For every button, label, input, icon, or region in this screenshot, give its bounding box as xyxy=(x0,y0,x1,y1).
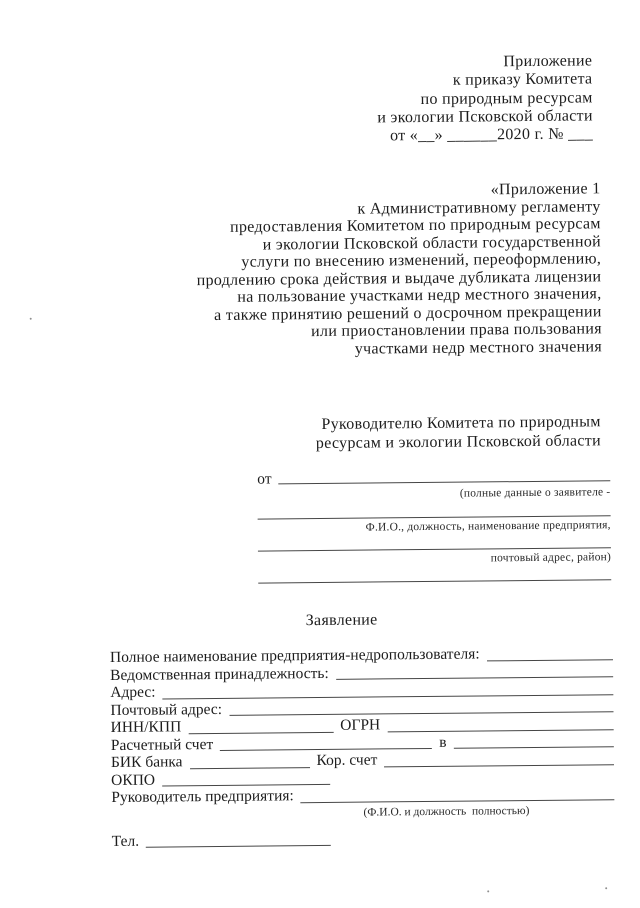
order-appendix-line: и экологии Псковской области xyxy=(377,107,593,127)
order-appendix-line: к приказу Комитета xyxy=(452,70,593,90)
applicant-caption: почтовый адрес, район) xyxy=(490,551,612,565)
full-name-label: Полное наименование предприятия-недропользователя: xyxy=(109,645,480,667)
regulation-line: а также принятию решений о досрочном прекращении xyxy=(213,302,602,324)
addressee-heading xyxy=(316,412,601,453)
form-row-tel xyxy=(112,828,615,850)
applicant-caption: Ф.И.О., должность, наименование предприятия, xyxy=(365,519,611,534)
bik-blank-line xyxy=(190,767,310,769)
applicant-caption: (полные данные о заявителе - xyxy=(459,486,611,500)
form-row-head xyxy=(111,784,614,806)
address-label: Адрес: xyxy=(110,683,156,702)
corr-account-label: Кор. счет xyxy=(316,751,378,770)
applicant-blank-line xyxy=(258,579,611,583)
regulation-line: на пользование участками недр местного значения, xyxy=(237,285,602,306)
bank-name-blank-line xyxy=(454,746,614,749)
scan-speck xyxy=(487,890,489,892)
regulation-line: и экологии Псковской области государственной xyxy=(262,232,602,254)
bank-in-label: в xyxy=(439,733,447,751)
scan-speck xyxy=(30,318,32,320)
okpo-label: ОКПО xyxy=(111,771,156,789)
affiliation-label: Ведомственная принадлежность: xyxy=(110,664,329,684)
regulation-line: «Приложение 1 xyxy=(490,180,601,199)
full-name-blank-line xyxy=(487,659,613,661)
head-blank-line xyxy=(301,799,615,803)
head-label: Руководитель предприятия: xyxy=(111,787,294,807)
applicant-from-block xyxy=(257,468,611,583)
applicant-blank-line xyxy=(279,480,611,484)
order-appendix-line: Приложение xyxy=(503,52,593,71)
regulation-line: участками недр местного значения xyxy=(354,337,603,358)
regulation-appendix-heading xyxy=(196,180,602,359)
from-row xyxy=(257,468,610,486)
okpo-blank-line xyxy=(162,784,330,787)
document-title: Заявление xyxy=(305,611,378,630)
addressee-line: ресурсам и экологии Псковской области xyxy=(315,432,601,453)
addressee-line: Руководителю Комитета по природным xyxy=(321,413,601,433)
scan-speck xyxy=(605,887,607,889)
ogrn-label: ОГРН xyxy=(340,716,381,735)
regulation-line: продлению срока действия и выдаче дубликата лицензии xyxy=(196,267,602,289)
order-date-number-line: от «__» ______2020 г. № ___ xyxy=(389,125,594,145)
from-label: от xyxy=(257,469,272,488)
regulation-line: к Административному регламенту xyxy=(357,197,601,218)
inn-kpp-label: ИНН/КПП xyxy=(110,718,182,737)
order-appendix-line: по природным ресурсам xyxy=(420,88,593,108)
tel-label: Тел. xyxy=(111,832,140,850)
regulation-line: предоставления Комитетом по природным ресурсам xyxy=(229,215,601,236)
bik-label: БИК банка xyxy=(110,753,183,772)
settlement-account-label: Расчетный счет xyxy=(110,735,214,754)
inn-kpp-blank-line xyxy=(188,731,333,733)
head-caption: (Ф.И.О. и должность полностью) xyxy=(363,804,530,819)
regulation-line: услуги по внесению изменений, переоформлению, xyxy=(241,250,602,271)
order-appendix-heading xyxy=(377,52,593,146)
regulation-line: или приостановлении права пользования xyxy=(311,320,602,341)
application-form-fields xyxy=(110,644,615,850)
tel-blank-line xyxy=(146,845,331,848)
postal-address-label: Почтовый адрес: xyxy=(110,700,223,719)
